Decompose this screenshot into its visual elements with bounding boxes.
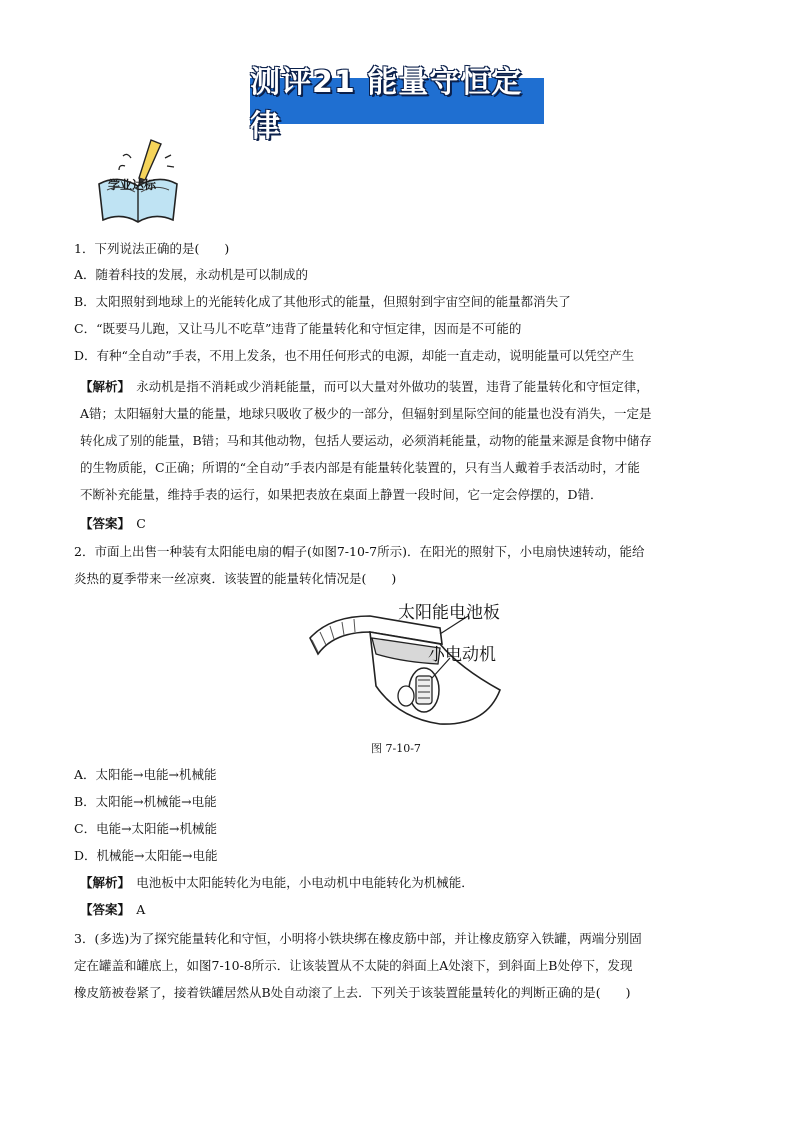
badge-label: 学业达标	[108, 178, 157, 192]
q2-option-b: B．太阳能→机械能→电能	[74, 794, 217, 809]
figure-caption: 图 7-10-7	[371, 742, 421, 755]
q2-analysis-text: 电池板中太阳能转化为电能，小电动机中电能转化为机械能．	[123, 875, 474, 890]
q1-option-c: C．“既要马儿跑，又让马儿不吃草”违背了能量转化和守恒定律，因而是不可能的	[74, 321, 522, 336]
q1-analysis	[80, 373, 720, 508]
q2-analysis-tag: 【解析】	[80, 875, 124, 890]
q1-answer-value: C	[123, 516, 146, 531]
figure-label-motor: 小电动机	[428, 645, 496, 665]
title-banner	[250, 65, 544, 144]
q1-option-a: A．随着科技的发展，永动机是可以制成的	[74, 267, 309, 282]
q2-answer-value: A	[123, 902, 146, 917]
q1-analysis-line: 转化成了别的能量，B错；马和其他动物，包括人要运动，必须消耗能量，动物的能量来源是食物中储存	[80, 433, 652, 448]
q3-stem-line: 定在罐盖和罐底上，如图7-10-8所示．让该装置从不太陡的斜面上A处滚下，到斜面上B处停下，发现	[74, 958, 633, 973]
q1-analysis-line: 的生物质能，C正确；所谓的“全自动”手表内部是有能量转化装置的，只有当人戴着手表活动时，才能	[80, 460, 640, 475]
q3-stem	[74, 925, 724, 1006]
q1-analysis-line: A错；太阳辐射大量的能量，地球只吸收了极少的一部分，但辐射到星际空间的能量也没有消失，一定是	[80, 406, 652, 421]
figure-label-solar-panel: 太阳能电池板	[398, 603, 500, 623]
q1-analysis-tag: 【解析】	[80, 379, 124, 394]
q2-stem-line: 炎热的夏季带来一丝凉爽．该装置的能量转化情况是( )	[74, 571, 397, 586]
q1-answer-tag: 【答案】	[80, 516, 124, 531]
q2-answer	[80, 901, 145, 919]
q1-stem: 1．下列说法正确的是( )	[74, 241, 230, 256]
q3-stem-line: 3．(多选)为了探究能量转化和守恒，小明将小铁块绑在橡皮筋中部，并让橡皮筋穿入铁罐，两端分别固	[74, 931, 642, 946]
q2-stem-line: 2．市面上出售一种装有太阳能电扇的帽子(如图7-10-7所示)．在阳光的照射下，小电扇快速转动，能给	[74, 544, 645, 559]
q2-option-d: D．机械能→太阳能→电能	[74, 848, 218, 863]
q1-analysis-line: 永动机是指不消耗或少消耗能量，而可以大量对外做功的装置，违背了能量转化和守恒定律，	[123, 379, 649, 394]
q1-option-b: B．太阳照射到地球上的光能转化成了其他形式的能量，但照射到宇宙空间的能量都消失了	[74, 294, 571, 309]
q3-stem-line: 橡皮筋被卷紧了，接着铁罐居然从B处自动滚了上去．下列关于该装置能量转化的判断正确的是( )	[74, 985, 631, 1000]
q2-answer-tag: 【答案】	[80, 902, 124, 917]
q1-option-d: D．有种“全自动”手表，不用上发条，也不用任何形式的电源，却能一直走动，说明能量可以凭空产生	[74, 348, 635, 363]
q2-stem	[74, 538, 724, 592]
q2-analysis	[80, 874, 474, 892]
q1-analysis-line: 不断补充能量，维持手表的运行，如果把表放在桌面上静置一段时间，它一定会停摆的，D错．	[80, 487, 603, 502]
page-title: 测评21 能量守恒定律	[250, 65, 523, 144]
q1-answer	[80, 515, 146, 533]
q2-option-c: C．电能→太阳能→机械能	[74, 821, 218, 836]
q2-option-a: A．太阳能→电能→机械能	[74, 767, 217, 782]
